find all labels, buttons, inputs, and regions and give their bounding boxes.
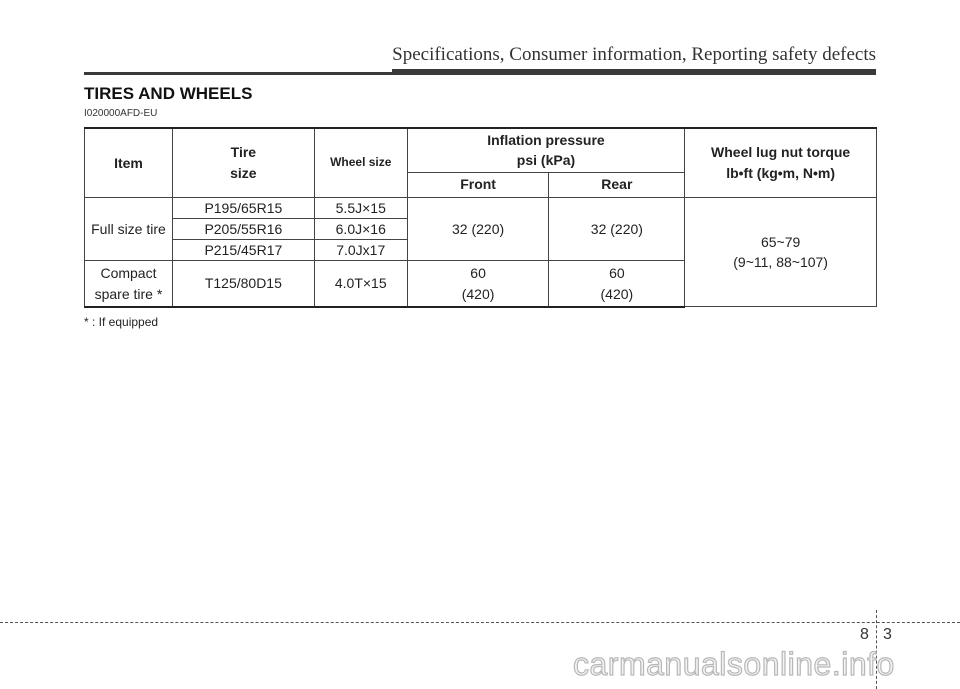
watermark-logo: carmanualsonline.info [573, 646, 895, 682]
header-item: Item [85, 128, 173, 197]
compact-spare-label: Compact spare tire * [85, 261, 173, 307]
header-wheel-size: Wheel size [314, 128, 407, 197]
wheel-size-cell: 4.0T×15 [314, 261, 407, 307]
compact-front-pressure: 60 (420) [407, 261, 549, 307]
tire-size-cell: T125/80D15 [172, 261, 314, 307]
full-size-front-pressure: 32 (220) [407, 197, 549, 261]
tires-wheels-table [84, 127, 877, 308]
tire-size-cell: P205/55R16 [172, 218, 314, 239]
tire-size-cell: P195/65R15 [172, 197, 314, 218]
tire-size-cell: P215/45R17 [172, 240, 314, 261]
wheel-size-cell: 5.5J×15 [314, 197, 407, 218]
footnote: * : If equipped [84, 315, 159, 329]
chapter-header-title: Specifications, Consumer information, Reporting safety defects [392, 44, 876, 65]
full-size-tire-label: Full size tire [85, 197, 173, 261]
compact-rear-pressure: 60 (420) [549, 261, 685, 307]
footer-rule [0, 622, 960, 623]
section-title: TIRES AND WHEELS [84, 84, 253, 103]
wheel-size-cell: 7.0Jx17 [314, 240, 407, 261]
page-number-page: 3 [883, 626, 892, 643]
header-tire-size: Tire size [172, 128, 314, 197]
table-row [85, 197, 877, 218]
lug-nut-torque-value: 65~79 (9~11, 88~107) [685, 197, 877, 307]
header-inflation-pressure: Inflation pressure psi (kPa) [407, 128, 685, 172]
header-rear: Rear [549, 172, 685, 197]
header-front: Front [407, 172, 549, 197]
section-code: I020000AFD-EU [84, 108, 158, 119]
wheel-size-cell: 6.0J×16 [314, 218, 407, 239]
header-lug-nut-torque: Wheel lug nut torque lb•ft (kg•m, N•m) [685, 128, 877, 197]
header-rule-accent [392, 69, 876, 75]
page-number-chapter: 8 [860, 626, 869, 643]
full-size-rear-pressure: 32 (220) [549, 197, 685, 261]
